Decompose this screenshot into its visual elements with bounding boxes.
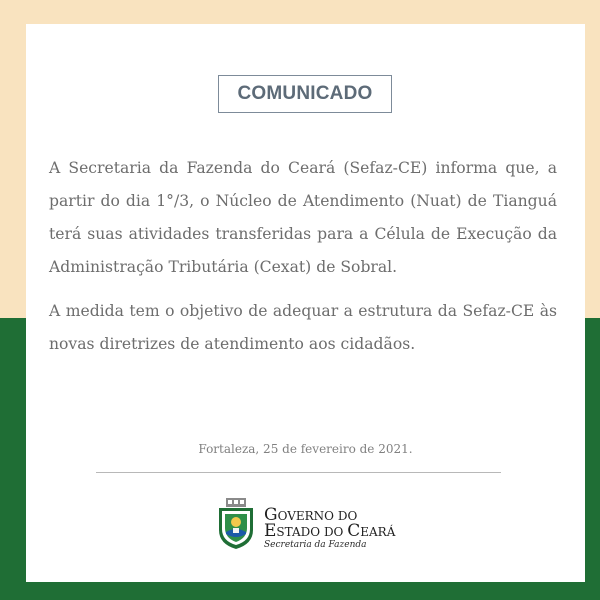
logo-line2-rest: STADO [276, 525, 321, 539]
logo-line1-rest: OVERNO [277, 509, 335, 523]
logo-line2-cap2: C [347, 521, 361, 541]
logo-line1-cap: G [264, 505, 278, 525]
coat-of-arms-icon [216, 498, 256, 550]
announcement-card [26, 24, 585, 582]
logo-line-2 [264, 521, 395, 541]
paragraph-2: A medida tem o objetivo de adequar a estrutura da Sefaz-CE às novas diretrizes de atendimento aos cidadãos. [49, 302, 557, 353]
announcement-badge: COMUNICADO [218, 75, 392, 113]
announcement-body [49, 152, 557, 372]
logo-subtitle: Secretaria da Fazenda [264, 540, 367, 550]
logo-line1-do: DO [334, 509, 358, 523]
date-line: Fortaleza, 25 de fevereiro de 2021. [198, 442, 413, 456]
government-logo [216, 498, 416, 554]
logo-line2-do: DO [320, 525, 348, 539]
logo-line2-cap: E [264, 521, 277, 541]
paragraph-1: A Secretaria da Fazenda do Ceará (Sefaz-CE) informa que, a partir do dia 1°/3, o Núcleo de Atendimento (Nuat) de Tianguá terá suas atividades transferidas para a Célula de Execução da Administração Tributária (Cexat) de Sobral. [49, 159, 557, 276]
divider [96, 472, 501, 473]
logo-line2-rest2: EARÁ [360, 525, 396, 539]
